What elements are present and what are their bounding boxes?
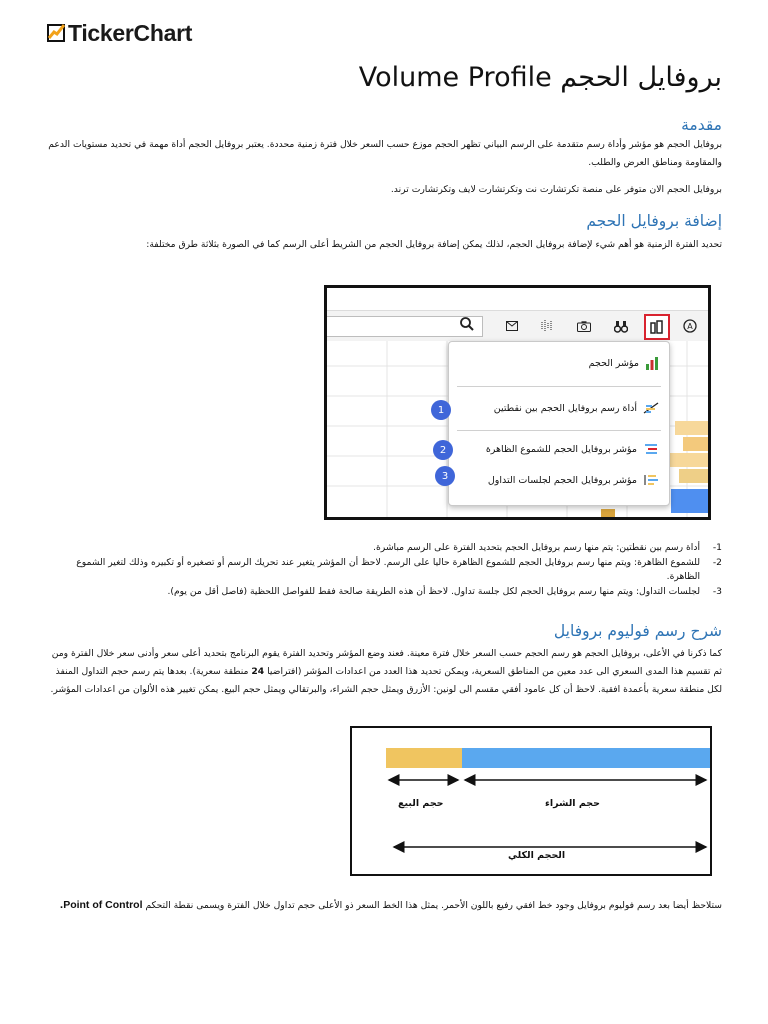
camera-icon[interactable] [573, 316, 595, 336]
toolbar-screenshot [324, 285, 711, 520]
heading-explain: شرح رسم فوليوم بروفايل [553, 622, 722, 640]
logo-text: TickerChart [68, 19, 193, 46]
list-number: -2 [712, 556, 722, 568]
add-paragraph: تحديد الفترة الزمنية هو أهم شيء لإضافة بروفايل الحجم، لذلك يمكن إضافة بروفايل الحجم من الشريط أعلى الرسم كما في الصورة بثلاثة طرق مختلفة: [146, 239, 722, 250]
callout-badge-3: 3 [435, 466, 455, 486]
logo-icon [47, 24, 65, 42]
svg-text:A: A [687, 322, 693, 331]
menu-separator [457, 430, 661, 431]
explain-number: 24 [251, 666, 265, 677]
menu-item-visible-candles[interactable] [486, 443, 659, 455]
callout-badge-2: 2 [433, 440, 453, 460]
page-title: بروفايل الحجم Volume Profile [358, 62, 722, 93]
list-text: للشموع الظاهرة: ويتم منها رسم بروفايل الحجم للشموع الظاهرة حاليا على الرسم. لاحظ أن المؤشر يتغير عند تحريك الرسم أو تصغيره أو تكبيره وذلك لتغير الشموع الظاهرة. [76, 556, 700, 582]
list-number: -3 [712, 585, 722, 597]
poc-term: Point of Control [63, 899, 143, 911]
volume-split-diagram [350, 726, 712, 876]
toolbar [327, 310, 708, 342]
poc-paragraph: ستلاحظ أيضا بعد رسم فوليوم بروفايل وجود خط افقي رفيع باللون الأحمر. يمثل هذا الخط السعر ذو الأعلى حجم تداول خلال الفترة ويسمى نقطة التحكم Point of Control. [59, 899, 722, 911]
intro-paragraph-1: بروفايل الحجم هو مؤشر وأداة رسم متقدمة على الرسم البياني تظهر الحجم موزع حسب السعر خلال فترة زمنية محددة. يعتبر بروفايل الحجم أداة مهمة في تحديد مستويات الدعم والمقاومة ومناطق العرض والطلب. [48, 139, 722, 168]
methods-list [48, 541, 722, 599]
explain-text-a: كما ذكرنا في الأعلى، بروفايل الحجم هو رسم الحجم حسب السعر خلال فترة معينة. فعند وضع المؤشر وتحديد الفترة يقوم البرنامج بتحديد أعلى سعر وأدنى سعر خلال الفترة ومن ثم تقسيم هذا المدى السعري الى عدد معين من المناطق السعرية، ويمكن تحديد هذا العدد من اعدادات المؤشر (افتراضيا [51, 648, 722, 677]
menu-item-label: مؤشر بروفايل الحجم للشموع الظاهرة [485, 443, 637, 455]
auto-icon[interactable] [679, 316, 701, 336]
total-volume-label: الحجم الكلي [508, 850, 566, 861]
dots-chart-icon[interactable] [536, 316, 558, 336]
heading-intro: مقدمة [681, 116, 722, 134]
sell-volume-label: حجم البيع [398, 798, 444, 809]
menu-item-label: مؤشر الحجم [588, 357, 639, 369]
profile-visible-icon [643, 443, 659, 455]
list-item [48, 556, 722, 585]
tickerchart-logo [47, 18, 192, 48]
volume-bars-icon [645, 356, 659, 370]
profile-sessions-icon [643, 474, 659, 486]
binoculars-icon[interactable] [610, 316, 632, 336]
explain-paragraph [48, 645, 722, 699]
heading-add: إضافة بروفايل الحجم [586, 212, 722, 230]
callout-badge-1: 1 [431, 400, 451, 420]
list-item [48, 585, 722, 600]
list-text: أداة رسم بين نقطتين: يتم منها رسم بروفايل الحجم بتحديد الفترة على الرسم مباشرة. [373, 542, 700, 553]
list-item [48, 541, 722, 556]
volume-profile-menu [448, 341, 670, 506]
poc-text: ستلاحظ أيضا بعد رسم فوليوم بروفايل وجود خط افقي رفيع باللون الأحمر. يمثل هذا الخط السعر ذو الأعلى حجم تداول خلال الفترة ويسمى نقطة التحكم [145, 900, 722, 911]
list-number: -1 [712, 542, 722, 553]
mail-icon[interactable] [501, 316, 523, 336]
explain-text-b: منطقة سعرية). بعدها يتم رسم حجم التداول المنفذ لكل منطقة سعرية بأعمدة افقية. لاحظ أن كل عامود أفقي مقسم الى لونين: الأزرق ويمثل حجم الشراء، والبرتقالي ويمثل حجم البيع. يمكن تغيير هذه الألوان من اعدادات المؤشر. [50, 666, 722, 695]
menu-separator [457, 386, 661, 387]
menu-item-volume-indicator[interactable] [589, 356, 659, 370]
buy-volume-label: حجم الشراء [545, 798, 600, 809]
volume-profile-button[interactable] [644, 314, 670, 340]
menu-item-label: أداة رسم بروفايل الحجم بين نقطتين [493, 402, 637, 414]
draw-profile-icon [643, 401, 659, 415]
menu-item-two-points-tool[interactable] [494, 401, 659, 415]
menu-item-sessions[interactable] [488, 474, 659, 486]
intro-paragraph-2: بروفايل الحجم الان متوفر على منصة تكرتشارت نت وتكرتشارت لايف وتكرتشارت ترند. [390, 184, 722, 195]
search-icon[interactable] [456, 314, 478, 334]
menu-item-label: مؤشر بروفايل الحجم لجلسات التداول [487, 474, 637, 486]
list-text: لجلسات التداول: ويتم منها رسم بروفايل الحجم لكل جلسة تداول. لاحظ أن هذه الطريقة صالحة فقط للفواصل اللحظية (فاصل أقل من يوم). [167, 585, 700, 597]
